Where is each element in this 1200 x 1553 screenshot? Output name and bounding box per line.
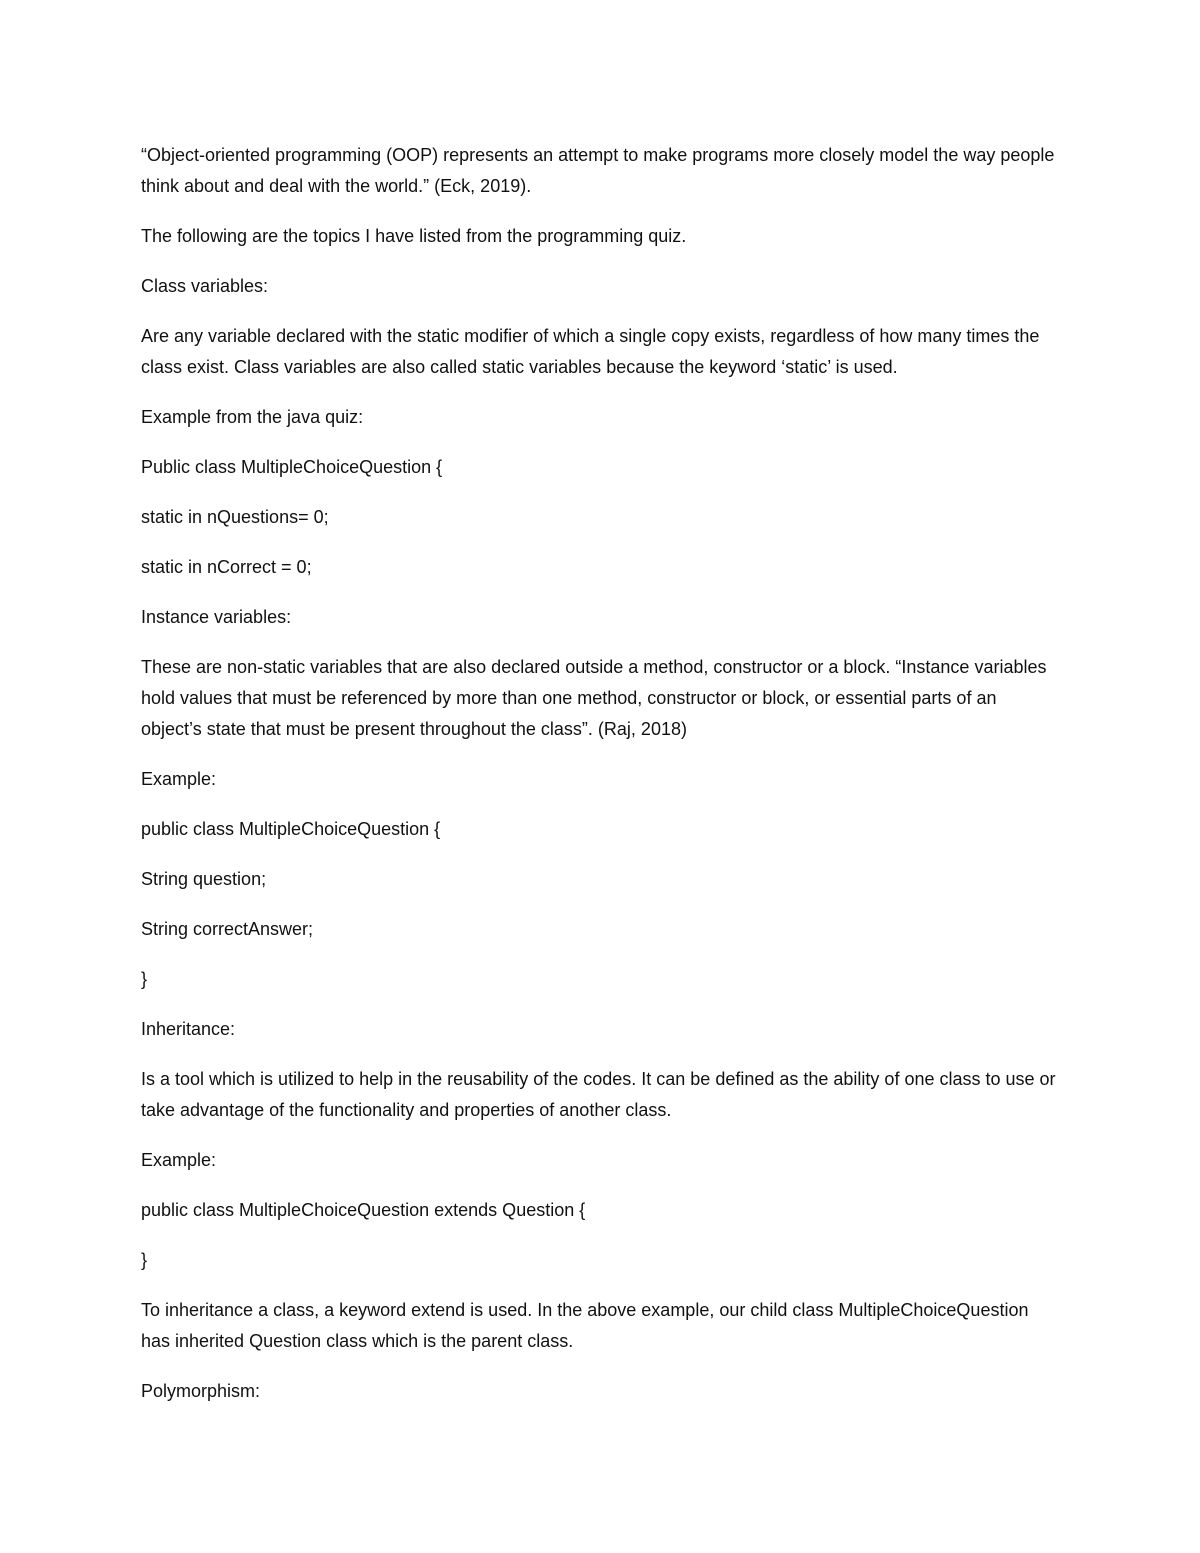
code-line: public class MultipleChoiceQuestion {	[141, 819, 441, 839]
example-label: Example:	[141, 769, 217, 789]
quote-paragraph: “Object-oriented programming (OOP) represents an attempt to make programs more closely model the way people think about and deal with the world.” (Eck, 2019).	[141, 145, 1055, 196]
instance-variables-heading: Instance variables:	[141, 607, 292, 627]
code-line: static in nQuestions= 0;	[141, 507, 329, 527]
document-body	[141, 140, 1061, 1426]
inheritance-heading: Inheritance:	[141, 1019, 236, 1039]
code-line: }	[141, 969, 148, 989]
intro-paragraph: The following are the topics I have listed from the programming quiz.	[141, 226, 687, 246]
code-line: }	[141, 1250, 148, 1270]
class-variables-definition: Are any variable declared with the static modifier of which a single copy exists, regardless of how many times the class exist. Class variables are also called static variables because the keyword ‘static’ is used.	[141, 326, 1040, 377]
polymorphism-heading: Polymorphism:	[141, 1381, 261, 1401]
example-label: Example:	[141, 1150, 217, 1170]
code-line: Public class MultipleChoiceQuestion {	[141, 457, 443, 477]
code-line: String question;	[141, 869, 267, 889]
inheritance-definition: Is a tool which is utilized to help in the reusability of the codes. It can be defined as the ability of one class to use or take advantage of the functionality and properties of another class.	[141, 1069, 1056, 1120]
class-variables-heading: Class variables:	[141, 276, 269, 296]
inheritance-explanation: To inheritance a class, a keyword extend is used. In the above example, our child class MultipleChoiceQuestion has inherited Question class which is the parent class.	[141, 1300, 1029, 1351]
instance-variables-definition: These are non-static variables that are also declared outside a method, constructor or a block. “Instance variables hold values that must be referenced by more than one method, constructor or block, or essential parts of an object’s state that must be present throughout the class”. (Raj, 2018)	[141, 657, 1047, 739]
code-line: String correctAnswer;	[141, 919, 314, 939]
code-line: static in nCorrect = 0;	[141, 557, 312, 577]
code-line: public class MultipleChoiceQuestion extends Question {	[141, 1200, 586, 1220]
java-quiz-example-label: Example from the java quiz:	[141, 407, 364, 427]
